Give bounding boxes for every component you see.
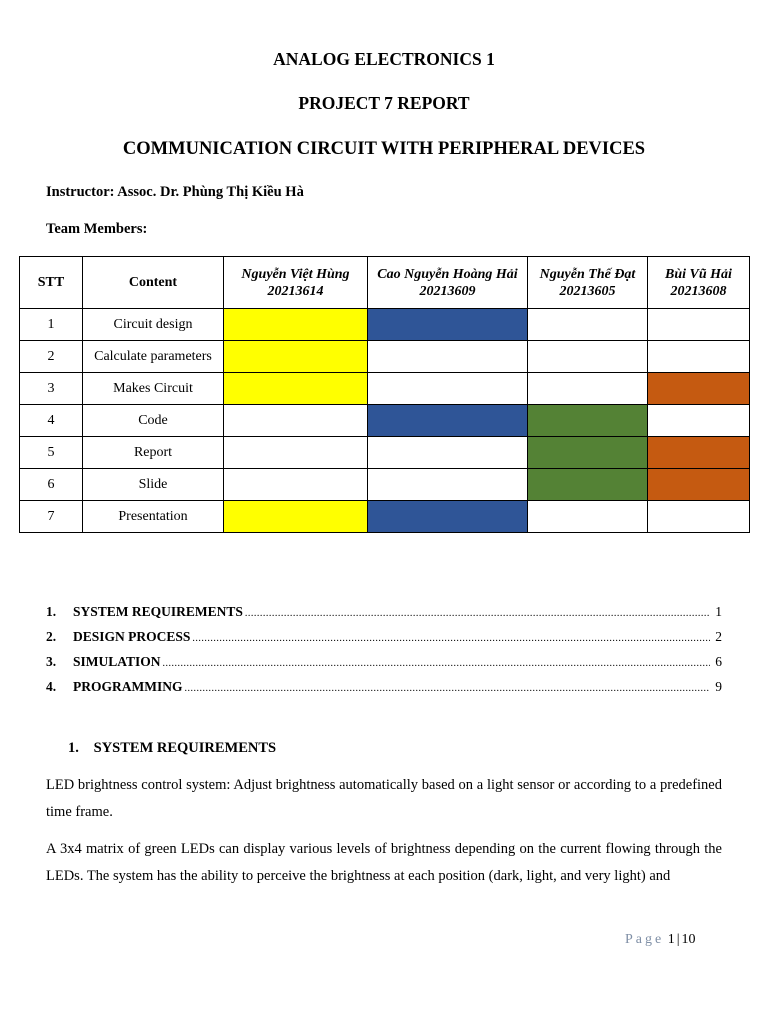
table-of-contents — [46, 604, 722, 704]
toc-number: 4. — [46, 679, 57, 694]
row-stt: 2 — [20, 341, 83, 373]
assignment-cell — [648, 469, 750, 501]
row-content: Code — [83, 405, 224, 437]
header-member — [224, 257, 368, 309]
assignment-cell — [368, 437, 528, 469]
toc-page: 1 — [715, 604, 722, 619]
header-member — [368, 257, 528, 309]
page-label: Page — [625, 932, 665, 947]
assignment-cell — [224, 373, 368, 405]
assignment-cell — [648, 405, 750, 437]
assignment-cell — [224, 341, 368, 373]
assignment-cell — [648, 437, 750, 469]
assignment-cell — [648, 501, 750, 533]
assignment-cell — [528, 341, 648, 373]
toc-page: 9 — [715, 679, 722, 694]
assignment-cell — [224, 469, 368, 501]
assignment-cell — [224, 309, 368, 341]
assignment-cell — [648, 373, 750, 405]
section-title: SYSTEM REQUIREMENTS — [93, 740, 277, 756]
row-stt: 3 — [20, 373, 83, 405]
assignment-cell — [224, 501, 368, 533]
toc-title: SIMULATION — [73, 654, 161, 669]
table-header-row — [20, 257, 750, 309]
assignment-cell — [528, 469, 648, 501]
course-title: ANALOG ELECTRONICS 1 — [273, 49, 495, 69]
assignment-cell — [528, 501, 648, 533]
row-content: Report — [83, 437, 224, 469]
body-paragraph: A 3x4 matrix of green LEDs can display various levels of brightness depending on the current flowing through the LEDs. The system has the ability to perceive the brightness at each position (dark, light, and very light) and — [46, 841, 722, 884]
row-content: Slide — [83, 469, 224, 501]
row-content: Calculate parameters — [83, 341, 224, 373]
assignment-cell — [528, 309, 648, 341]
toc-number: 1. — [46, 604, 57, 619]
row-content: Presentation — [83, 501, 224, 533]
toc-title: PROGRAMMING — [73, 679, 183, 694]
header-content: Content — [83, 257, 224, 309]
toc-page: 6 — [715, 654, 722, 669]
toc-leader — [163, 654, 710, 670]
page-total: 10 — [681, 932, 696, 947]
row-content: Circuit design — [83, 309, 224, 341]
page-footer — [625, 931, 696, 949]
table-row — [20, 501, 750, 533]
instructor-line: Instructor: Assoc. Dr. Phùng Thị Kiều Hà — [46, 184, 304, 200]
table-row — [20, 373, 750, 405]
toc-number: 3. — [46, 654, 57, 669]
assignment-cell — [368, 469, 528, 501]
toc-entry[interactable] — [46, 679, 722, 704]
header-member — [648, 257, 750, 309]
member-name: Cao Nguyễn Hoàng Hải — [377, 266, 518, 282]
team-members-label: Team Members: — [46, 221, 148, 237]
toc-entry[interactable] — [46, 654, 722, 679]
assignment-cell — [368, 373, 528, 405]
assignment-cell — [368, 309, 528, 341]
assignment-cell — [368, 405, 528, 437]
page-separator: | — [676, 932, 680, 947]
header-member — [528, 257, 648, 309]
row-stt: 1 — [20, 309, 83, 341]
member-name: Bùi Vũ Hải — [665, 266, 732, 282]
section-heading — [68, 739, 276, 757]
table-row — [20, 405, 750, 437]
topic-title: COMMUNICATION CIRCUIT WITH PERIPHERAL DEVICES — [122, 139, 646, 159]
page-current: 1 — [667, 932, 675, 947]
assignment-cell — [224, 437, 368, 469]
table-row — [20, 469, 750, 501]
body-paragraph: LED brightness control system: Adjust brightness automatically based on a light sensor or according to a predefined time frame. — [46, 777, 722, 820]
row-stt: 4 — [20, 405, 83, 437]
member-name: Nguyễn Thế Đạt — [539, 266, 636, 282]
section-number: 1. — [68, 740, 79, 756]
toc-number: 2. — [46, 629, 57, 644]
assignment-cell — [528, 405, 648, 437]
assignment-cell — [648, 309, 750, 341]
assignment-cell — [224, 405, 368, 437]
row-stt: 5 — [20, 437, 83, 469]
row-stt: 6 — [20, 469, 83, 501]
row-stt: 7 — [20, 501, 83, 533]
member-id: 20213614 — [267, 283, 324, 299]
member-id: 20213609 — [419, 283, 476, 299]
toc-leader — [184, 679, 710, 695]
toc-entry[interactable] — [46, 604, 722, 629]
toc-page: 2 — [715, 629, 722, 644]
toc-leader — [192, 629, 710, 645]
assignment-cell — [528, 373, 648, 405]
header-stt: STT — [20, 257, 83, 309]
task-assignment-table — [19, 256, 750, 533]
member-id: 20213608 — [670, 283, 727, 299]
assignment-cell — [368, 341, 528, 373]
row-content: Makes Circuit — [83, 373, 224, 405]
member-name: Nguyễn Việt Hùng — [241, 266, 350, 282]
toc-title: DESIGN PROCESS — [73, 629, 191, 644]
assignment-cell — [648, 341, 750, 373]
table-row — [20, 341, 750, 373]
project-title: PROJECT 7 REPORT — [298, 93, 470, 113]
assignment-cell — [528, 437, 648, 469]
member-id: 20213605 — [559, 283, 616, 299]
assignment-cell — [368, 501, 528, 533]
table-row — [20, 437, 750, 469]
toc-title: SYSTEM REQUIREMENTS — [73, 604, 243, 619]
toc-entry[interactable] — [46, 629, 722, 654]
table-row — [20, 309, 750, 341]
toc-leader — [245, 604, 710, 620]
